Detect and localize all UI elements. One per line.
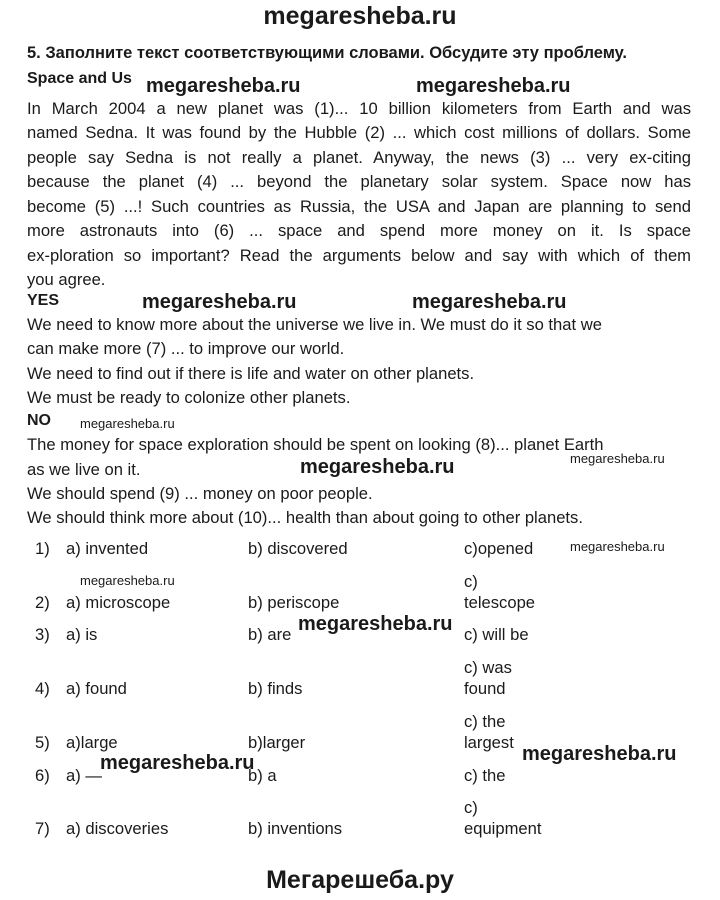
option-c: c)	[464, 798, 478, 817]
paragraph-line: ex-ploration so important? Read the arguments below and say with which of them	[27, 246, 691, 265]
no-line: as we live on it.	[27, 460, 141, 479]
watermark: megaresheba.ru	[100, 752, 255, 774]
option-a: a) —	[66, 766, 102, 785]
option-a: a)large	[66, 733, 118, 752]
option-number: 3)	[35, 625, 50, 644]
watermark-small: megaresheba.ru	[80, 573, 175, 588]
option-c: c) will be	[464, 625, 529, 644]
option-b: b) a	[248, 766, 277, 785]
option-c: c) was	[464, 658, 512, 677]
watermark: megaresheba.ru	[522, 743, 677, 765]
option-a: a) invented	[66, 539, 149, 558]
watermark-top: megaresheba.ru	[263, 2, 457, 30]
option-a: a) is	[66, 625, 98, 644]
paragraph-line: more astronauts into (6) ... space and spend more money on it. Is space	[27, 221, 691, 240]
watermark-bottom: Мегарешеба.ру	[266, 866, 454, 894]
option-c-continued: telescope	[464, 593, 536, 612]
option-b: b) inventions	[248, 819, 343, 838]
paragraph-line: people say Sedna is not really a planet. Anyway, the news (3) ... very ex-citing	[27, 148, 691, 167]
option-c: c) the	[464, 766, 506, 785]
option-number: 1)	[35, 539, 50, 558]
yes-line: We need to find out if there is life and water on other planets.	[27, 364, 475, 383]
yes-line: We need to know more about the universe we live in. We must do it so that we	[27, 315, 602, 334]
yes-line: can make more (7) ... to improve our world.	[27, 339, 345, 358]
option-number: 6)	[35, 766, 50, 785]
exercise-heading: 5. Заполните текст соответствующими словами. Обсудите эту проблему.	[27, 44, 627, 62]
watermark: megaresheba.ru	[416, 75, 571, 97]
option-c: c)opened	[464, 539, 534, 558]
option-b: b) are	[248, 625, 292, 644]
option-number: 4)	[35, 679, 50, 698]
watermark-small: megaresheba.ru	[570, 451, 665, 466]
no-line: We should spend (9) ... money on poor people.	[27, 484, 373, 503]
paragraph-line: you agree.	[27, 270, 106, 289]
option-b: b) periscope	[248, 593, 340, 612]
option-number: 5)	[35, 733, 50, 752]
watermark: megaresheba.ru	[412, 291, 567, 313]
watermark: megaresheba.ru	[298, 613, 453, 635]
option-c: c) the	[464, 712, 506, 731]
option-number: 7)	[35, 819, 50, 838]
option-number: 2)	[35, 593, 50, 612]
watermark-small: megaresheba.ru	[570, 539, 665, 554]
watermark: megaresheba.ru	[146, 75, 301, 97]
no-label: NO	[27, 412, 51, 429]
option-c-continued: equipment	[464, 819, 542, 838]
option-c-continued: largest	[464, 733, 514, 752]
option-a: a) discoveries	[66, 819, 169, 838]
option-c: c)	[464, 572, 478, 591]
paragraph-line: because the planet (4) ... beyond the planetary solar system. Space now has	[27, 172, 691, 191]
paragraph-line: In March 2004 a new planet was (1)... 10 billion kilometers from Earth and was	[27, 99, 691, 118]
no-line: The money for space exploration should be spent on looking (8)... planet Earth	[27, 435, 604, 454]
watermark-small: megaresheba.ru	[80, 416, 175, 431]
no-line: We should think more about (10)... health than about going to other planets.	[27, 508, 583, 527]
option-a: a) microscope	[66, 593, 171, 612]
option-b: b)larger	[248, 733, 306, 752]
text-title: Space and Us	[27, 70, 132, 87]
option-b: b) finds	[248, 679, 303, 698]
watermark: megaresheba.ru	[142, 291, 297, 313]
paragraph-line: become (5) ...! Such countries as Russia, the USA and Japan are planning to send	[27, 197, 691, 216]
paragraph-line: named Sedna. It was found by the Hubble (2) ... which cost millions of dollars. Some	[27, 123, 691, 142]
yes-label: YES	[27, 292, 60, 309]
option-c-continued: found	[464, 679, 506, 698]
watermark: megaresheba.ru	[300, 456, 455, 478]
option-b: b) discovered	[248, 539, 348, 558]
yes-line: We must be ready to colonize other planets.	[27, 388, 351, 407]
option-a: a) found	[66, 679, 127, 698]
